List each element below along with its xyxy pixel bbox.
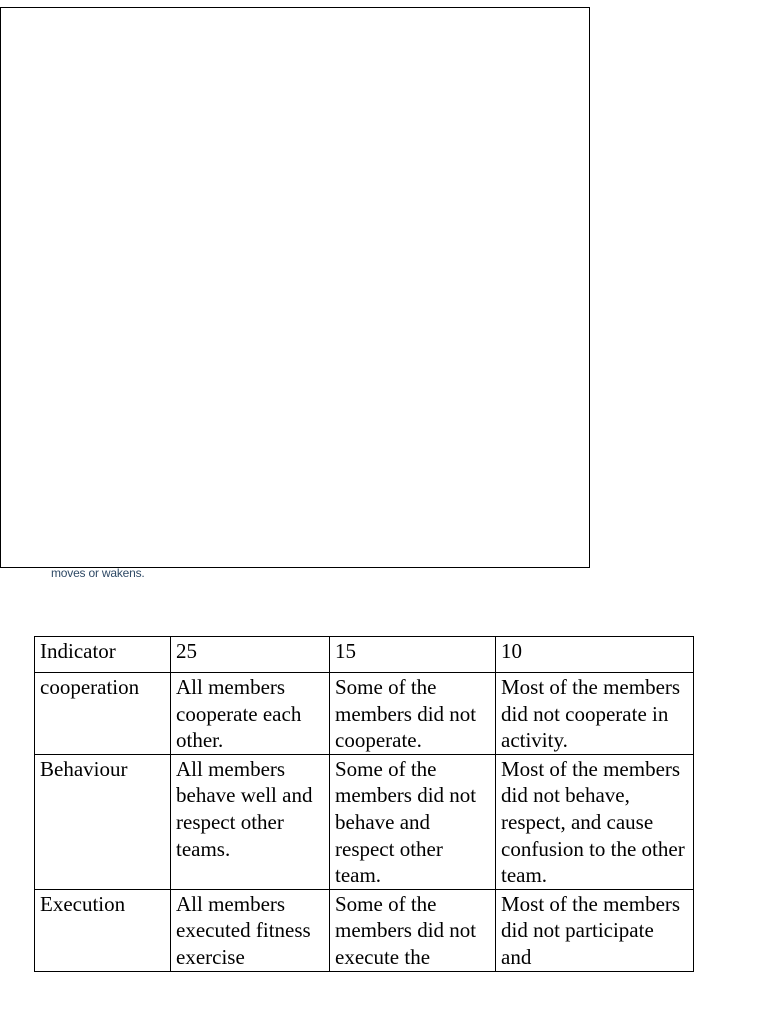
table-row [35, 889, 694, 971]
figure-caption-fragment: moves or wakens. [51, 566, 145, 580]
indicator-cell: Execution [35, 889, 171, 971]
score-10-cell: Most of the members did not participate and [496, 889, 694, 971]
score-15-cell: Some of the members did not cooperate. [330, 673, 496, 755]
header-score-25: 25 [171, 637, 330, 673]
score-25-cell: All members cooperate each other. [171, 673, 330, 755]
header-score-10: 10 [496, 637, 694, 673]
score-15-cell: Some of the members did not execute the [330, 889, 496, 971]
score-10-cell: Most of the members did not behave, respect, and cause confusion to the other team. [496, 754, 694, 889]
header-score-15: 15 [330, 637, 496, 673]
indicator-cell: Behaviour [35, 754, 171, 889]
rubric-table [34, 636, 694, 972]
score-15-cell: Some of the members did not behave and respect other team. [330, 754, 496, 889]
table-row [35, 754, 694, 889]
figure-image-frame [0, 7, 590, 568]
table-header-row [35, 637, 694, 673]
score-10-cell: Most of the members did not cooperate in activity. [496, 673, 694, 755]
indicator-cell: cooperation [35, 673, 171, 755]
table-row [35, 673, 694, 755]
score-25-cell: All members behave well and respect other teams. [171, 754, 330, 889]
header-indicator: Indicator [35, 637, 171, 673]
score-25-cell: All members executed fitness exercise [171, 889, 330, 971]
